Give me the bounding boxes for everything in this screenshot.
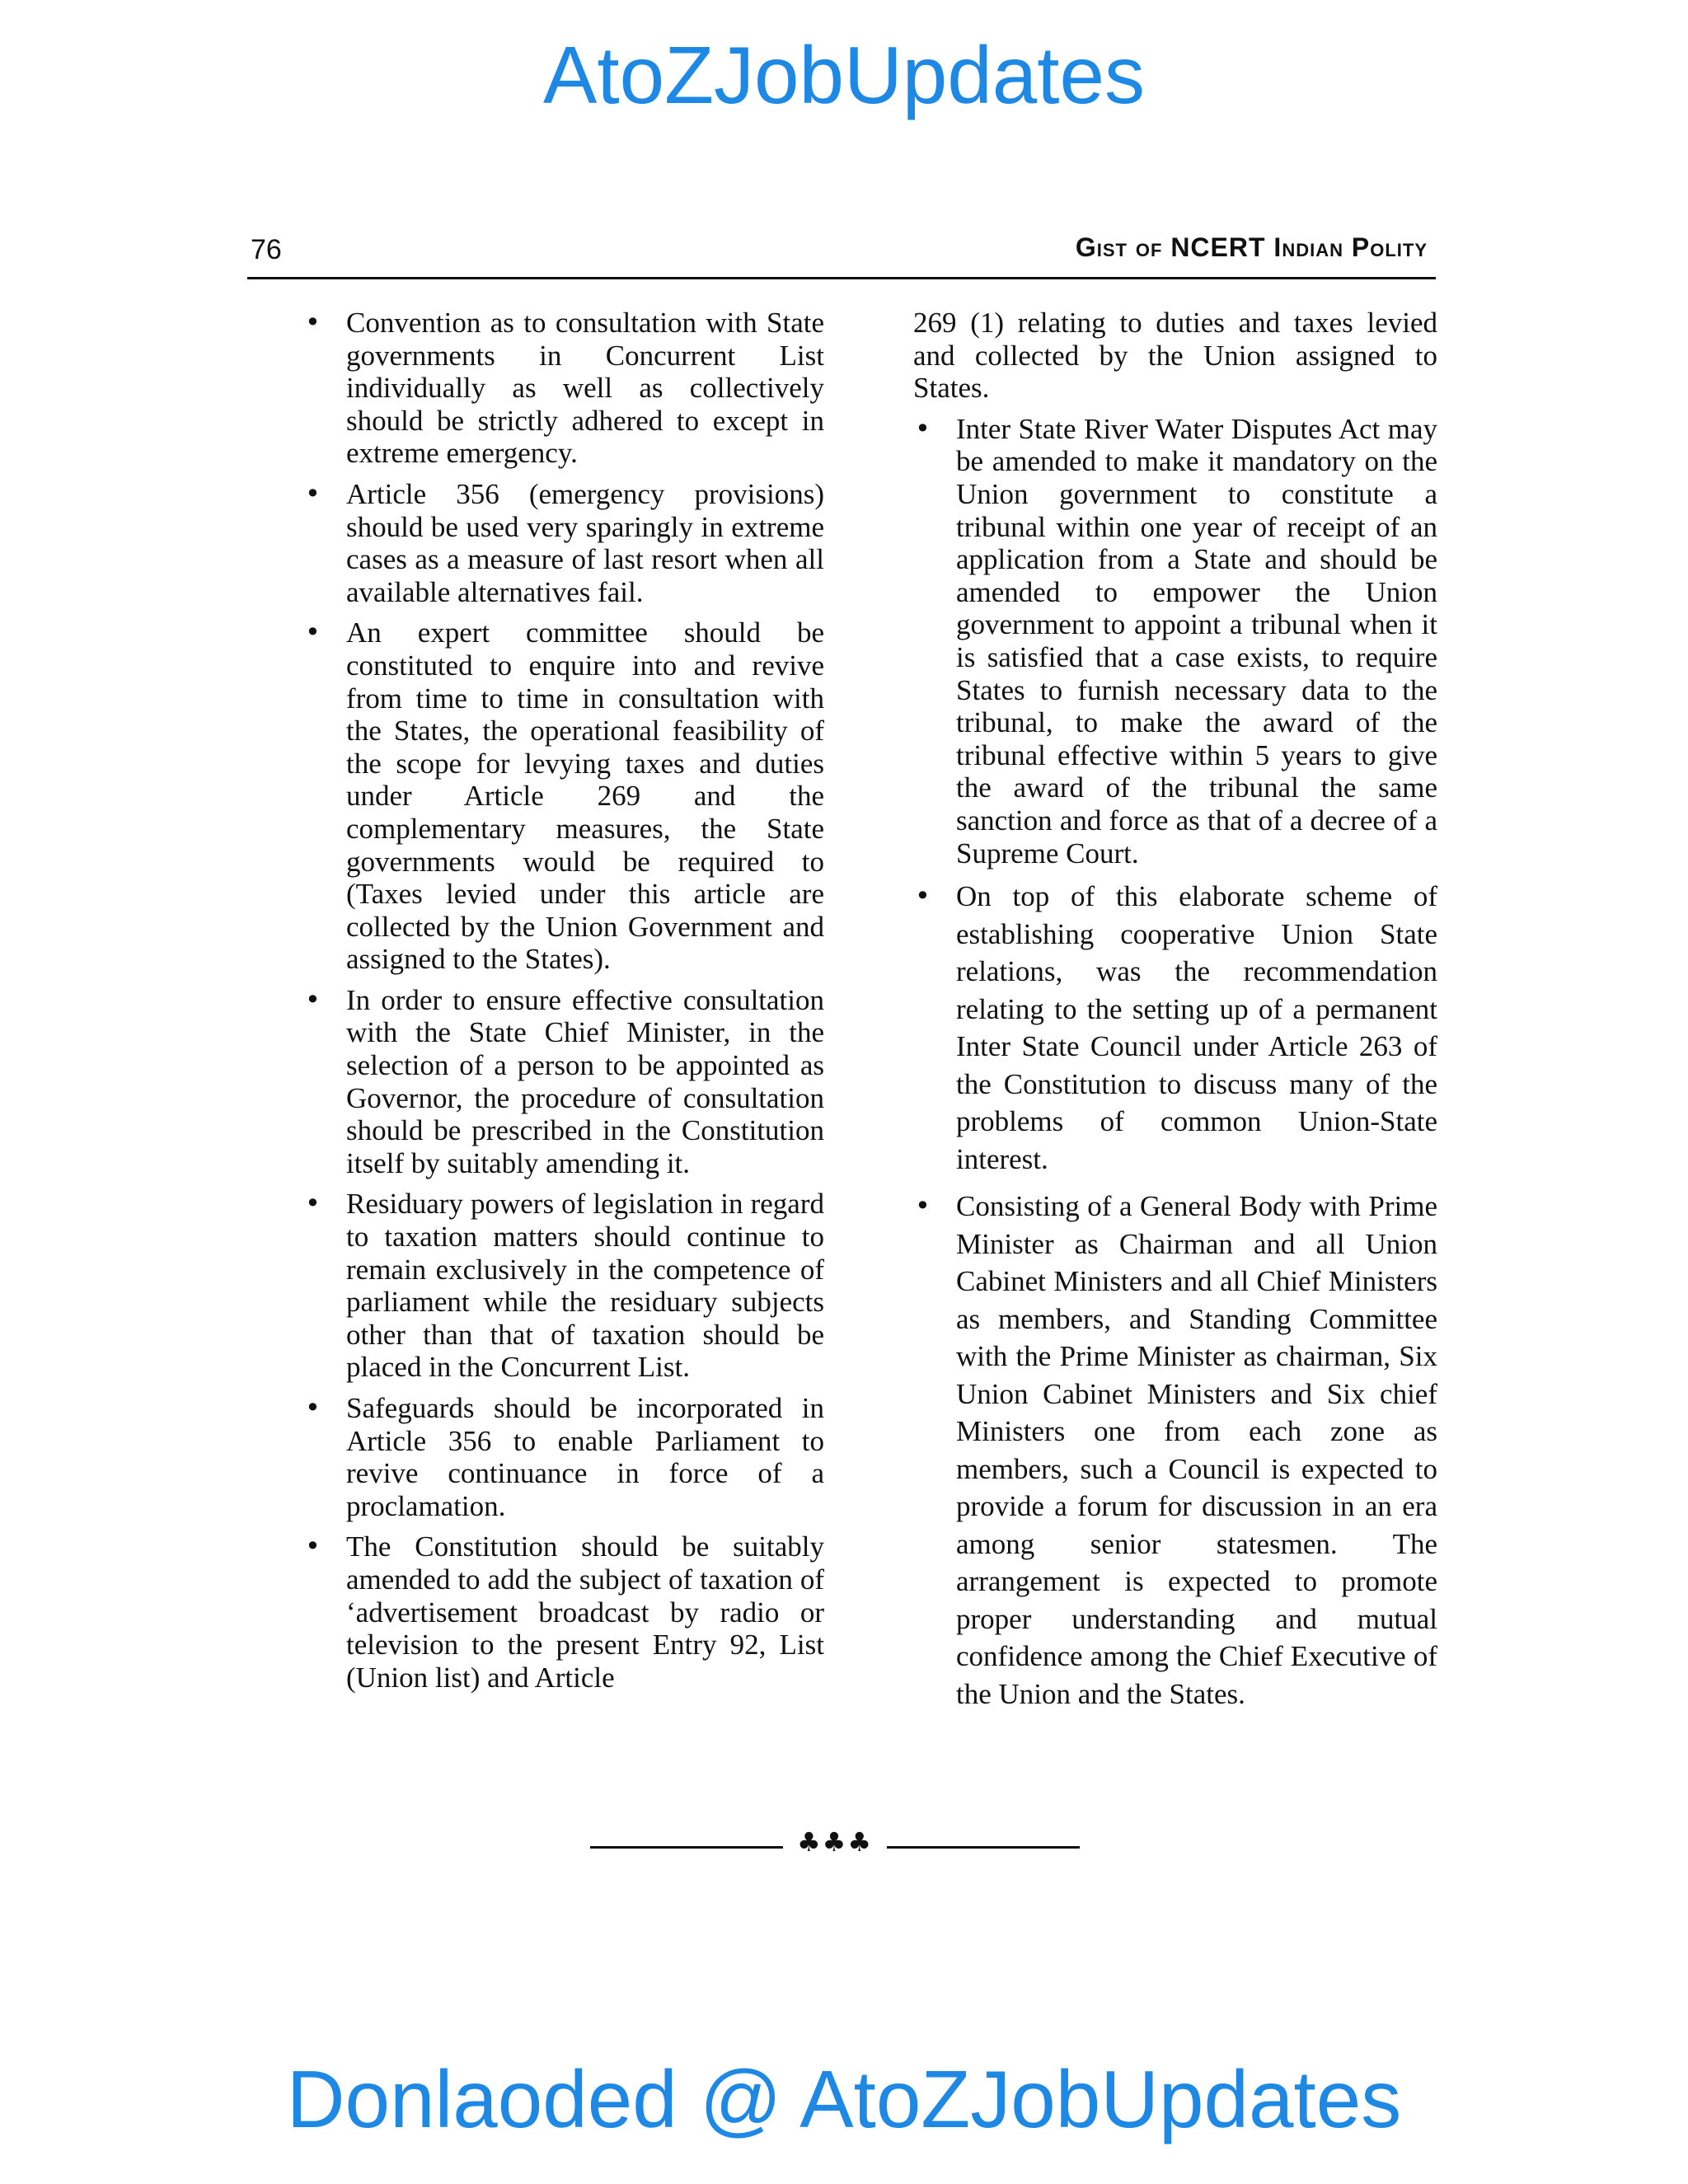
ornament-rule-right [887, 1846, 1080, 1849]
left-column [303, 307, 824, 1702]
ornament-rule-left [590, 1846, 783, 1849]
bullet-item [913, 878, 1437, 1178]
bullet-icon: • [915, 1190, 931, 1222]
right-column [913, 307, 1437, 1722]
bullet-icon: • [305, 1392, 321, 1423]
bullet-icon: • [305, 477, 321, 509]
bullet-text: The Constitution should be suitably amended to add the subject of taxation of ‘advertisement broadcast by radio or television to the present Entry 92, List (Union list) and Article [346, 1530, 824, 1694]
page-number: 76 [251, 234, 282, 265]
watermark-bottom: Donlaoded @ AtoZJobUpdates [286, 2054, 1402, 2144]
bullet-icon: • [305, 307, 321, 338]
bullet-item [303, 1188, 824, 1384]
bullet-item [303, 1392, 824, 1522]
bullet-text: Consisting of a General Body with Prime Minister as Chairman and all Union Cabinet Ministers and all Chief Ministers as members, and Standing Committee with the Prime Minister as chairman, Six Union Cabinet Ministers and Six chief Ministers one from each zone as members, such a Council is expected to provide a forum for discussion in an era among senior statesmen. The arrangement is expected to promote proper understanding and mutual confidence among the Chief Executive of the Union and the States. [956, 1190, 1437, 1710]
bullet-icon: • [915, 880, 931, 912]
continued-text: 269 (1) relating to duties and taxes levied and collected by the Union assigned to States. [913, 307, 1437, 405]
bullet-item [303, 478, 824, 608]
running-head [247, 227, 1436, 274]
bullet-icon: • [915, 412, 931, 444]
bullet-text: Safeguards should be incorporated in Article 356 to enable Parliament to revive continuance in force of a proclamation. [346, 1392, 824, 1522]
bullet-text: Inter State River Water Disputes Act may be amended to make it mandatory on the Union government to constitute a tribunal within one year of receipt of an application from a State and should be amended to empower the Union government to appoint a tribunal when it is satisfied that a case exists, to require States to furnish necessary data to the tribunal, to make the award of the tribunal effective within 5 years to give the award of the tribunal the same sanction and force as that of a decree of a Supreme Court. [956, 412, 1437, 869]
bullet-icon: • [305, 983, 321, 1015]
book-title: Gist of NCERT Indian Polity [1075, 232, 1428, 262]
end-ornament [590, 1826, 1080, 1863]
bullet-item [303, 984, 824, 1180]
bullet-text: Residuary powers of legislation in regard to taxation matters should continue to remain exclusively in the competence of parliament while the residuary subjects other than that of taxation should be placed in the Concurrent List. [346, 1188, 824, 1384]
bullet-text: Article 356 (emergency provisions) should be used very sparingly in extreme cases as a measure of last resort when all available alternatives fail. [346, 477, 824, 608]
club-icon: ♣♣♣ [796, 1826, 874, 1858]
bullet-item [303, 616, 824, 976]
header-rule [247, 277, 1436, 279]
bullet-text: In order to ensure effective consultation with the State Chief Minister, in the selection of a person to be appointed as Governor, the procedure of consultation should be prescribed in the Constitution itself by suitably amending it. [346, 983, 824, 1179]
bullet-item [913, 413, 1437, 869]
bullet-icon: • [305, 1188, 321, 1220]
bullet-item [303, 1530, 824, 1694]
watermark-top: AtoZJobUpdates [543, 30, 1145, 120]
bullet-text: An expert committee should be constituted to enquire into and revive from time to time in consultation with the States, the operational feasibility of the scope for levying taxes and duties under Article 269 and the complementary measures, the State governments would be required to (Taxes levied under this article are collected by the Union Government and assigned to the States). [346, 616, 824, 976]
bullet-icon: • [305, 616, 321, 649]
bullet-icon: • [305, 1530, 321, 1563]
bullet-text: Convention as to consultation with State governments in Concurrent List individually as well as collectively should be strictly adhered to except in extreme emergency. [346, 307, 824, 470]
bullet-text: On top of this elaborate scheme of establishing cooperative Union State relations, was the recommendation relating to the setting up of a permanent Inter State Council under Article 263 of the Constitution to discuss many of the problems of common Union-State interest. [956, 880, 1437, 1175]
bullet-item [913, 1188, 1437, 1713]
bullet-item [303, 307, 824, 470]
